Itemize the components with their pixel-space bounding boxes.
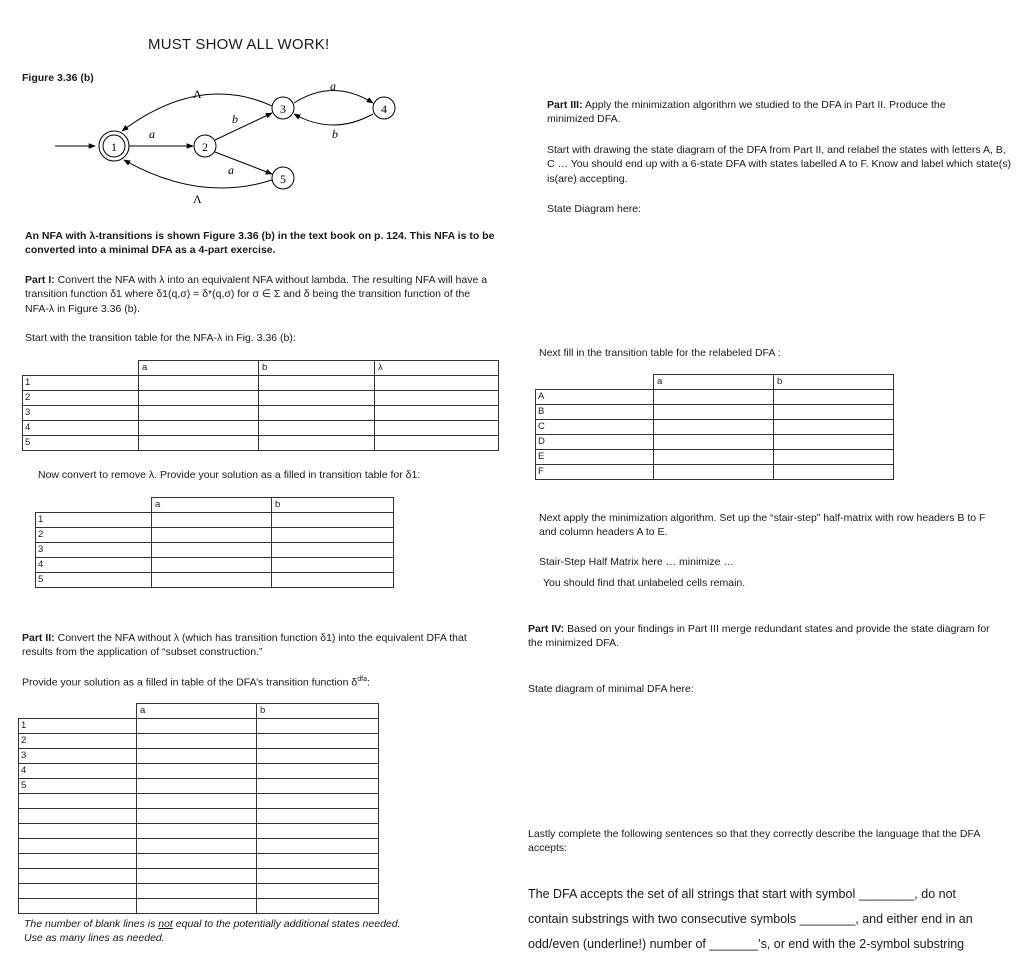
t1-cell[interactable] bbox=[375, 391, 499, 406]
t3-cell[interactable] bbox=[257, 749, 379, 764]
t4-row-header: F bbox=[536, 465, 654, 480]
t1-row-header: 3 bbox=[23, 406, 139, 421]
lambda-top-label: Λ bbox=[193, 87, 202, 101]
provide-text-end: : bbox=[366, 676, 370, 689]
page-heading: MUST SHOW ALL WORK! bbox=[148, 36, 330, 53]
t3-row-header bbox=[19, 884, 137, 899]
t1-cell[interactable] bbox=[375, 421, 499, 436]
lastly-text: Lastly complete the following sentences so that they correctly describe the language that the DFA accepts: bbox=[528, 828, 980, 855]
t3-row bbox=[19, 764, 379, 779]
t1-cell[interactable] bbox=[259, 436, 375, 451]
draw-text: Start with drawing the state diagram of the DFA from Part II, and relabel the states with letters A, B, C … You should end up with a 6-state DFA with states labelled A to F. Know and label which state(s) is(are) accepting. bbox=[547, 144, 1012, 185]
minimize-text: Next apply the minimization algorithm. Set up the “stair-step” half-matrix with row headers B to F and column headers A to E. bbox=[539, 512, 986, 539]
t2-cell[interactable] bbox=[272, 513, 394, 528]
t3-cell[interactable] bbox=[137, 824, 257, 839]
t2-row bbox=[36, 573, 394, 588]
t2-row bbox=[36, 543, 394, 558]
t1-row bbox=[23, 376, 499, 391]
t1-cell[interactable] bbox=[139, 391, 259, 406]
state-3-label: 3 bbox=[280, 102, 286, 116]
fill-sentence-1: The DFA accepts the set of all strings that start with symbol ________, do not bbox=[528, 887, 957, 901]
t4-row-header: A bbox=[536, 390, 654, 405]
t3-row bbox=[19, 794, 379, 809]
state-1-label: 1 bbox=[111, 140, 117, 154]
t1-cell[interactable] bbox=[259, 406, 375, 421]
t2-cell[interactable] bbox=[152, 513, 272, 528]
t3-header-a: a bbox=[137, 704, 257, 719]
t3-cell[interactable] bbox=[257, 734, 379, 749]
edge-2-3 bbox=[215, 113, 272, 140]
t1-row-header: 4 bbox=[23, 421, 139, 436]
t3-cell[interactable] bbox=[137, 899, 257, 914]
t2-row-header: 1 bbox=[36, 513, 152, 528]
part4-text: Based on your findings in Part III merge redundant states and provide the state diagram for the minimized DFA. bbox=[528, 623, 990, 650]
t3-row-header: 4 bbox=[19, 764, 137, 779]
t1-cell[interactable] bbox=[259, 376, 375, 391]
t3-cell[interactable] bbox=[257, 899, 379, 914]
relabeled-dfa-table bbox=[535, 374, 894, 480]
t3-row bbox=[19, 839, 379, 854]
state-5-label: 5 bbox=[280, 172, 286, 186]
t1-row bbox=[23, 436, 499, 451]
t2-row bbox=[36, 528, 394, 543]
t1-row-header: 1 bbox=[23, 376, 139, 391]
t3-cell[interactable] bbox=[257, 794, 379, 809]
convert-text: Now convert to remove λ. Provide your solution as a filled in transition table for δ1: bbox=[38, 469, 421, 481]
figure-caption: Figure 3.36 (b) bbox=[22, 72, 94, 84]
t2-row-header: 5 bbox=[36, 573, 152, 588]
t3-row bbox=[19, 809, 379, 824]
t4-cell[interactable] bbox=[654, 405, 774, 420]
lambda-bottom-label: Λ bbox=[193, 192, 202, 206]
edge-2-5 bbox=[215, 152, 272, 174]
t2-header-b: b bbox=[272, 498, 394, 513]
part4-label: Part IV: bbox=[528, 623, 565, 635]
t3-cell[interactable] bbox=[257, 839, 379, 854]
t4-header-b: b bbox=[774, 375, 894, 390]
t3-cell[interactable] bbox=[137, 809, 257, 824]
edge-4-3-label: b bbox=[332, 127, 338, 141]
t4-cell[interactable] bbox=[654, 435, 774, 450]
part4-paragraph bbox=[528, 622, 1003, 651]
t4-row bbox=[536, 435, 894, 450]
t1-row bbox=[23, 391, 499, 406]
t2-row bbox=[36, 558, 394, 573]
t2-cell[interactable] bbox=[272, 543, 394, 558]
t1-cell[interactable] bbox=[139, 376, 259, 391]
t1-row bbox=[23, 406, 499, 421]
t3-row-header bbox=[19, 899, 137, 914]
t3-cell[interactable] bbox=[257, 764, 379, 779]
note-post: equal to the potentially additional states needed. bbox=[172, 918, 401, 930]
state-diagram-here: State Diagram here: bbox=[547, 203, 641, 215]
part3-paragraph bbox=[547, 98, 987, 127]
part2-text: Convert the NFA without λ (which has transition function δ1) into the equivalent DFA that results from the application of “subset construction.” bbox=[22, 632, 467, 659]
minimal-dfa-here: State diagram of minimal DFA here: bbox=[528, 683, 694, 695]
t1-row bbox=[23, 421, 499, 436]
t2-cell[interactable] bbox=[152, 573, 272, 588]
t2-cell[interactable] bbox=[152, 558, 272, 573]
t3-row bbox=[19, 869, 379, 884]
t1-header-lambda: λ bbox=[375, 361, 499, 376]
t3-row bbox=[19, 779, 379, 794]
t4-row bbox=[536, 405, 894, 420]
part2-label: Part II: bbox=[22, 632, 55, 644]
t3-row-header: 3 bbox=[19, 749, 137, 764]
t3-cell[interactable] bbox=[137, 794, 257, 809]
edge-5-1-lambda bbox=[124, 160, 272, 188]
t4-cell[interactable] bbox=[654, 450, 774, 465]
t3-cell[interactable] bbox=[137, 869, 257, 884]
t3-header-b: b bbox=[257, 704, 379, 719]
t3-row bbox=[19, 899, 379, 914]
t3-cell[interactable] bbox=[137, 779, 257, 794]
t3-cell[interactable] bbox=[257, 884, 379, 899]
dfa-table bbox=[18, 703, 379, 914]
t3-row bbox=[19, 734, 379, 749]
edge-4-3 bbox=[294, 114, 373, 125]
intro-text: An NFA with λ-transitions is shown Figure 3.36 (b) in the text book on p. 124. This NFA is to be converted into a minimal DFA as a 4-part exercise. bbox=[25, 230, 495, 257]
t1-cell[interactable] bbox=[139, 406, 259, 421]
t4-row-header: B bbox=[536, 405, 654, 420]
part3-label: Part III: bbox=[547, 99, 583, 111]
t3-cell[interactable] bbox=[137, 854, 257, 869]
t4-cell[interactable] bbox=[774, 465, 894, 480]
t1-cell[interactable] bbox=[139, 436, 259, 451]
t2-cell[interactable] bbox=[272, 528, 394, 543]
next-fill-text: Next fill in the transition table for the relabeled DFA : bbox=[539, 347, 781, 359]
t3-row-header bbox=[19, 824, 137, 839]
t4-cell[interactable] bbox=[774, 405, 894, 420]
note-line2: Use as many lines as needed. bbox=[24, 932, 165, 945]
t1-cell[interactable] bbox=[375, 436, 499, 451]
t4-row bbox=[536, 420, 894, 435]
edge-2-3-label: b bbox=[232, 112, 238, 126]
t2-row-header: 4 bbox=[36, 558, 152, 573]
note-pre: The number of blank lines is bbox=[24, 918, 159, 930]
t3-row-header bbox=[19, 854, 137, 869]
t3-cell[interactable] bbox=[137, 884, 257, 899]
t4-cell[interactable] bbox=[774, 450, 894, 465]
part1-text: Convert the NFA with λ into an equivalent NFA without lambda. The resulting NFA will have a transition function δ1 where δ1(q,σ) = δ*(q,σ) for σ ∈ Σ and δ being the transition function of the NFA-λ in Figure 3.36 (b). bbox=[25, 274, 488, 315]
t3-cell[interactable] bbox=[137, 749, 257, 764]
t1-cell[interactable] bbox=[259, 391, 375, 406]
t3-row-header bbox=[19, 869, 137, 884]
part2-paragraph bbox=[22, 631, 492, 660]
t1-cell[interactable] bbox=[139, 421, 259, 436]
t1-cell[interactable] bbox=[375, 406, 499, 421]
edge-2-5-label: a bbox=[228, 163, 234, 177]
t3-row bbox=[19, 884, 379, 899]
edge-1-2-label: a bbox=[149, 127, 155, 141]
unlabeled-text: You should find that unlabeled cells remain. bbox=[543, 577, 746, 589]
t3-cell[interactable] bbox=[257, 854, 379, 869]
t1-header-a: a bbox=[139, 361, 259, 376]
t3-row-header bbox=[19, 794, 137, 809]
t4-row bbox=[536, 450, 894, 465]
t4-row-header: C bbox=[536, 420, 654, 435]
part1-label: Part I: bbox=[25, 274, 55, 286]
blank-lines-note bbox=[24, 917, 494, 946]
t3-row-header: 5 bbox=[19, 779, 137, 794]
t3-row bbox=[19, 854, 379, 869]
t3-cell[interactable] bbox=[257, 824, 379, 839]
t3-row-header bbox=[19, 809, 137, 824]
t2-cell[interactable] bbox=[272, 573, 394, 588]
t3-cell[interactable] bbox=[257, 779, 379, 794]
provide-text-sup: dfa bbox=[357, 676, 367, 683]
t4-cell[interactable] bbox=[774, 420, 894, 435]
t1-row-header: 2 bbox=[23, 391, 139, 406]
t3-cell[interactable] bbox=[137, 734, 257, 749]
t4-row bbox=[536, 465, 894, 480]
provide-text-main: Provide your solution as a filled in table of the DFA’s transition function δ bbox=[22, 676, 358, 689]
t3-cell[interactable] bbox=[137, 719, 257, 734]
start-table-text: Start with the transition table for the NFA-λ in Fig. 3.36 (b): bbox=[25, 332, 296, 344]
nfa-lambda-table bbox=[22, 360, 499, 451]
nfa-state-diagram bbox=[50, 78, 410, 208]
t2-cell[interactable] bbox=[152, 528, 272, 543]
t4-cell[interactable] bbox=[654, 420, 774, 435]
t3-row bbox=[19, 749, 379, 764]
t2-row-header: 3 bbox=[36, 543, 152, 558]
t3-cell[interactable] bbox=[137, 764, 257, 779]
t3-cell[interactable] bbox=[257, 719, 379, 734]
t3-cell[interactable] bbox=[257, 869, 379, 884]
delta1-table bbox=[35, 497, 394, 588]
t2-cell[interactable] bbox=[272, 558, 394, 573]
t2-cell[interactable] bbox=[152, 543, 272, 558]
state-4-label: 4 bbox=[381, 102, 387, 116]
t4-cell[interactable] bbox=[774, 435, 894, 450]
part3-text: Apply the minimization algorithm we studied to the DFA in Part II. Produce the minimized DFA. bbox=[547, 99, 946, 126]
t1-row-header: 5 bbox=[23, 436, 139, 451]
t4-row-header: D bbox=[536, 435, 654, 450]
t1-cell[interactable] bbox=[259, 421, 375, 436]
t4-row bbox=[536, 390, 894, 405]
stair-step-text: Stair-Step Half Matrix here … minimize … bbox=[539, 556, 734, 568]
fill-sentence-2: contain substrings with two consecutive symbols ________, and either end in an bbox=[528, 912, 973, 926]
note-not: not bbox=[158, 918, 173, 930]
edge-3-4-label: a bbox=[330, 79, 336, 93]
t1-cell[interactable] bbox=[375, 376, 499, 391]
t2-row-header: 2 bbox=[36, 528, 152, 543]
part1-paragraph bbox=[25, 273, 495, 316]
t2-row bbox=[36, 513, 394, 528]
t4-row-header: E bbox=[536, 450, 654, 465]
t2-header-a: a bbox=[152, 498, 272, 513]
fill-sentence-3: odd/even (underline!) number of _______’s, or end with the 2-symbol substring bbox=[528, 937, 965, 951]
t3-cell[interactable] bbox=[137, 839, 257, 854]
t4-header-a: a bbox=[654, 375, 774, 390]
t3-cell[interactable] bbox=[257, 809, 379, 824]
t1-header-b: b bbox=[259, 361, 375, 376]
t4-cell[interactable] bbox=[654, 465, 774, 480]
t3-row-header bbox=[19, 839, 137, 854]
t3-row-header: 1 bbox=[19, 719, 137, 734]
t3-row bbox=[19, 719, 379, 734]
t4-cell[interactable] bbox=[654, 390, 774, 405]
provide-text bbox=[22, 675, 370, 690]
t4-cell[interactable] bbox=[774, 390, 894, 405]
t3-row bbox=[19, 824, 379, 839]
t3-row-header: 2 bbox=[19, 734, 137, 749]
state-2-label: 2 bbox=[202, 140, 208, 154]
